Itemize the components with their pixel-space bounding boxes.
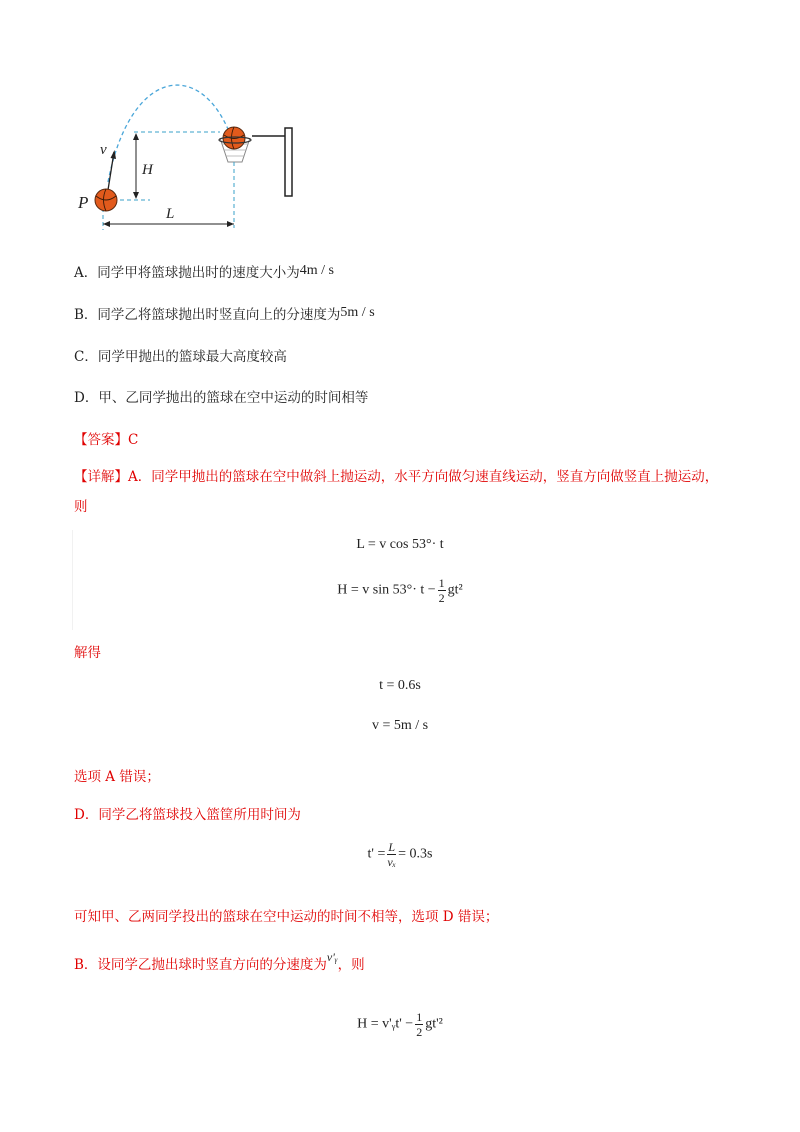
option-c: C．同学甲抛出的篮球最大高度较高 [74, 349, 287, 365]
option-b-analysis-end: ，则 [337, 957, 365, 973]
solution-intro: 【详解】A．同学甲抛出的篮球在空中做斜上抛运动，水平方向做匀速直线运动，竖直方向做竖直上抛运动，则 [74, 469, 719, 515]
eq6-fraction [415, 1010, 423, 1039]
eq2-left: H = v sin 53°· t − [337, 582, 436, 598]
equation-5 [0, 840, 800, 869]
answer-label: 【答案】 [74, 432, 128, 448]
answer-line [74, 428, 138, 448]
eq5-fraction [387, 840, 396, 869]
option-b-analysis [74, 950, 730, 980]
option-d: D．甲、乙同学抛出的篮球在空中运动的时间相等 [74, 390, 369, 406]
label-L: L [166, 206, 175, 222]
option-a [74, 264, 334, 283]
eq6-den: 2 [416, 1025, 423, 1039]
eq2-den: 2 [438, 591, 445, 605]
eq2-right: gt² [447, 582, 463, 598]
vy-prime-symbol: v'ᵧ [326, 950, 338, 964]
eq5-den: vₓ [387, 855, 397, 869]
label-v: v [100, 142, 107, 158]
answer-value: C [128, 432, 139, 448]
trajectory-curve [108, 85, 230, 182]
option-a-value: 4m / s [299, 263, 334, 278]
option-b [74, 306, 375, 325]
label-P: P [78, 193, 89, 212]
equation-3: t = 0.6s [379, 678, 421, 693]
conclusion-d: 可知甲、乙两同学投出的篮球在空中运动的时间不相等，选项 D 错误； [74, 909, 499, 925]
option-b-text: B．同学乙将篮球抛出时竖直向上的分速度为 [74, 307, 341, 323]
conclusion-a: 选项 A 错误； [74, 769, 160, 785]
eq2-fraction [438, 576, 446, 605]
eq5-right: = 0.3s [398, 846, 433, 862]
eq6-num: 1 [416, 1010, 423, 1024]
eq5-left: t' = [367, 846, 386, 862]
label-H: H [142, 162, 153, 178]
equation-6 [0, 1010, 800, 1039]
projectile-figure [70, 78, 310, 238]
option-b-analysis-text: B．设同学乙抛出球时竖直方向的分速度为 [74, 957, 327, 973]
ball-at-p [95, 189, 117, 211]
eq6-left: H = v'ᵧt' − [357, 1016, 414, 1032]
solve-label: 解得 [74, 645, 101, 661]
eq6-right: gt'² [425, 1016, 443, 1032]
equation-2 [0, 576, 800, 605]
equation-1: L = v cos 53°· t [356, 537, 444, 552]
backboard [285, 128, 292, 196]
option-d-analysis: D．同学乙将篮球投入篮筐所用时间为 [74, 807, 301, 823]
equation-4: v = 5m / s [371, 718, 429, 733]
option-a-text: A．同学甲将篮球抛出时的速度大小为 [74, 265, 300, 281]
eq2-num: 1 [438, 576, 445, 590]
option-b-value: 5m / s [340, 305, 375, 320]
eq5-num: L [388, 840, 396, 854]
